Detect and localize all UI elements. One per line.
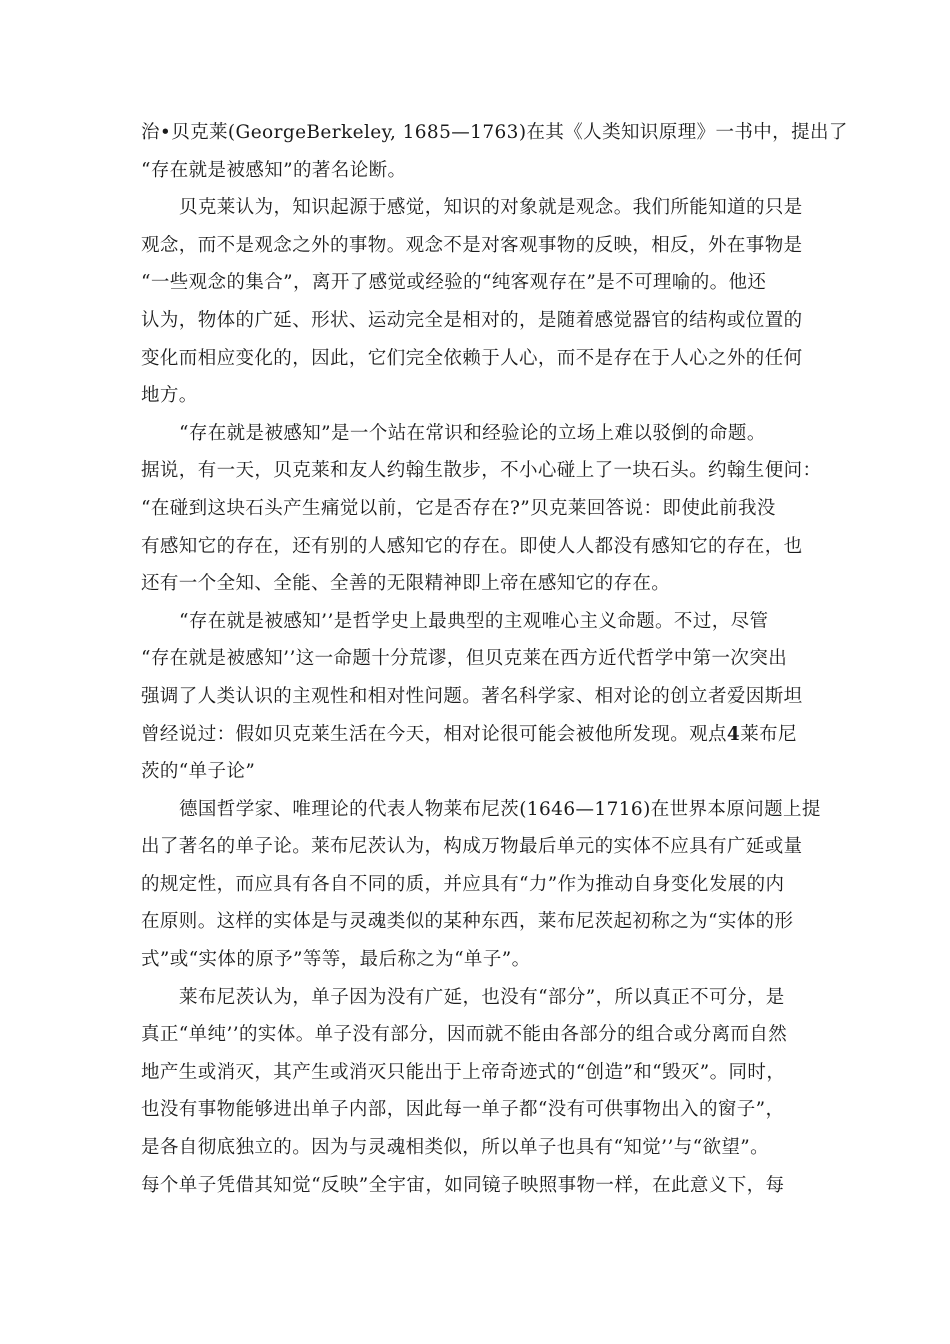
- paragraph-start-line: 莱布尼茨认为，单子因为没有广延，也没有“部分”，所以真正不可分，是: [179, 986, 785, 1008]
- text-line: 的规定性，而应具有各自不同的质，并应具有“力”作为推动自身变化发展的内: [141, 873, 785, 895]
- text-line: 每个单子凭借其知觉“反映”全宇宙，如同镜子映照事物一样，在此意义下，每: [141, 1174, 785, 1196]
- section-number: 4: [726, 723, 741, 745]
- paragraph-start-line: 德国哲学家、唯理论的代表人物莱布尼茨(1646—1716)在世界本原问题上提: [179, 798, 821, 820]
- text-line: 地方。: [141, 385, 198, 407]
- text-line: 出了著名的单子论。莱布尼茨认为，构成万物最后单元的实体不应具有广延或量: [141, 836, 803, 858]
- text-line: 变化而相应变化的，因此，它们完全依赖于人心，而不是存在于人心之外的任何: [141, 347, 803, 369]
- text-line: 强调了人类认识的主观性和相对性问题。著名科学家、相对论的创立者爱因斯坦: [141, 685, 803, 707]
- text-line: 有感知它的存在，还有别的人感知它的存在。即使人人都没有感知它的存在，也: [141, 535, 803, 557]
- text-segment: 曾经说过：假如贝克莱生活在今天，相对论很可能会被他所发现。观点: [141, 723, 727, 745]
- text-line: 观念，而不是观念之外的事物。观念不是对客观事物的反映，相反，外在事物是: [141, 234, 803, 256]
- section-heading-end: 茨的“单子论”: [141, 761, 256, 783]
- text-line-with-heading: [141, 716, 813, 754]
- text-line: 在原则。这样的实体是与灵魂类似的某种东西，莱布尼茨起初称之为“实体的形: [141, 911, 794, 933]
- text-line: “一些观念的集合”，离开了感觉或经验的“纯客观存在”是不可理喻的。他还: [141, 272, 767, 294]
- text-line: 式”或“实体的原予”等等，最后称之为“单子”。: [141, 949, 531, 971]
- paragraph-start-line: “存在就是被感知”是一个站在常识和经验论的立场上难以驳倒的命题。: [179, 422, 766, 444]
- text-line: 治•贝克莱(GeorgeBerkeley, 1685—1763)在其《人类知识原理》一书中，提出了: [141, 122, 848, 143]
- paragraph-start-line: “存在就是被感知’’是哲学史上最典型的主观唯心主义命题。不过，尽管: [179, 610, 769, 632]
- section-heading-start: 莱布尼: [740, 723, 797, 745]
- text-line: 真正“单纯’’的实体。单子没有部分，因而就不能由各部分的组合或分离而自然: [141, 1024, 788, 1046]
- text-line: 也没有事物能够进出单子内部，因此每一单子都“没有可供事物出入的窗子”，: [141, 1099, 785, 1121]
- text-line: “在碰到这块石头产生痛觉以前，它是否存在?”贝克莱回答说：即使此前我没: [141, 497, 776, 519]
- text-line: 还有一个全知、全能、全善的无限精神即上帝在感知它的存在。: [141, 573, 671, 595]
- text-line: 认为，物体的广延、形状、运动完全是相对的，是随着感觉器官的结构或位置的: [141, 309, 803, 331]
- document-body: [141, 114, 848, 1204]
- text-line: 地产生或消灭，其产生或消灭只能出于上帝奇迹式的“创造”和“毁灭”。同时，: [141, 1061, 786, 1083]
- text-line: “存在就是被感知’’这一命题十分荒谬，但贝克莱在西方近代哲学中第一次突出: [141, 648, 788, 670]
- text-line: “存在就是被感知”的著名论断。: [141, 159, 407, 181]
- text-line: 是各自彻底独立的。因为与灵魂相类似，所以单子也具有“知觉’’与“欲望”。: [141, 1137, 770, 1159]
- text-line: 据说，有一天，贝克莱和友人约翰生散步，不小心碰上了一块石头。约翰生便问：: [141, 460, 822, 482]
- paragraph-start-line: 贝克莱认为，知识起源于感觉，知识的对象就是观念。我们所能知道的只是: [179, 197, 803, 219]
